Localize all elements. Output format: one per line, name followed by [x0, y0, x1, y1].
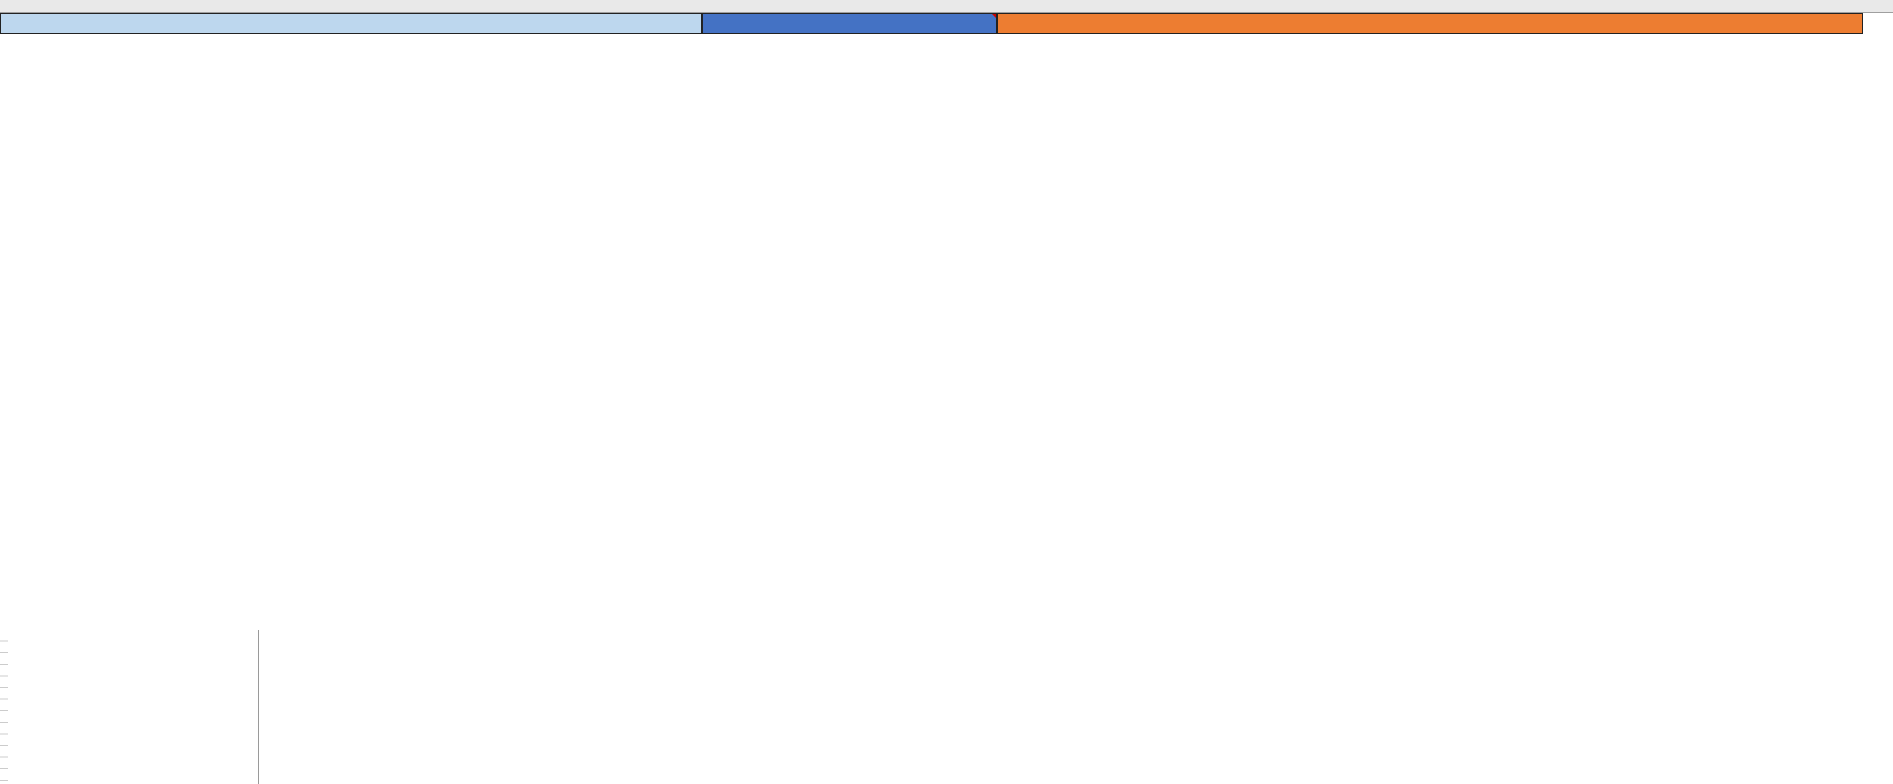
leave-credits-line[interactable]	[8, 764, 24, 774]
comment-flag-icon	[992, 14, 996, 18]
column-gridline	[258, 630, 259, 784]
banner-summary-of-work-hours[interactable]	[997, 13, 1863, 34]
banner-basic-information	[258, 13, 498, 34]
column-letter-bar	[0, 0, 1893, 13]
row-gridline-ticks	[0, 630, 8, 784]
banner-period[interactable]	[702, 13, 997, 34]
